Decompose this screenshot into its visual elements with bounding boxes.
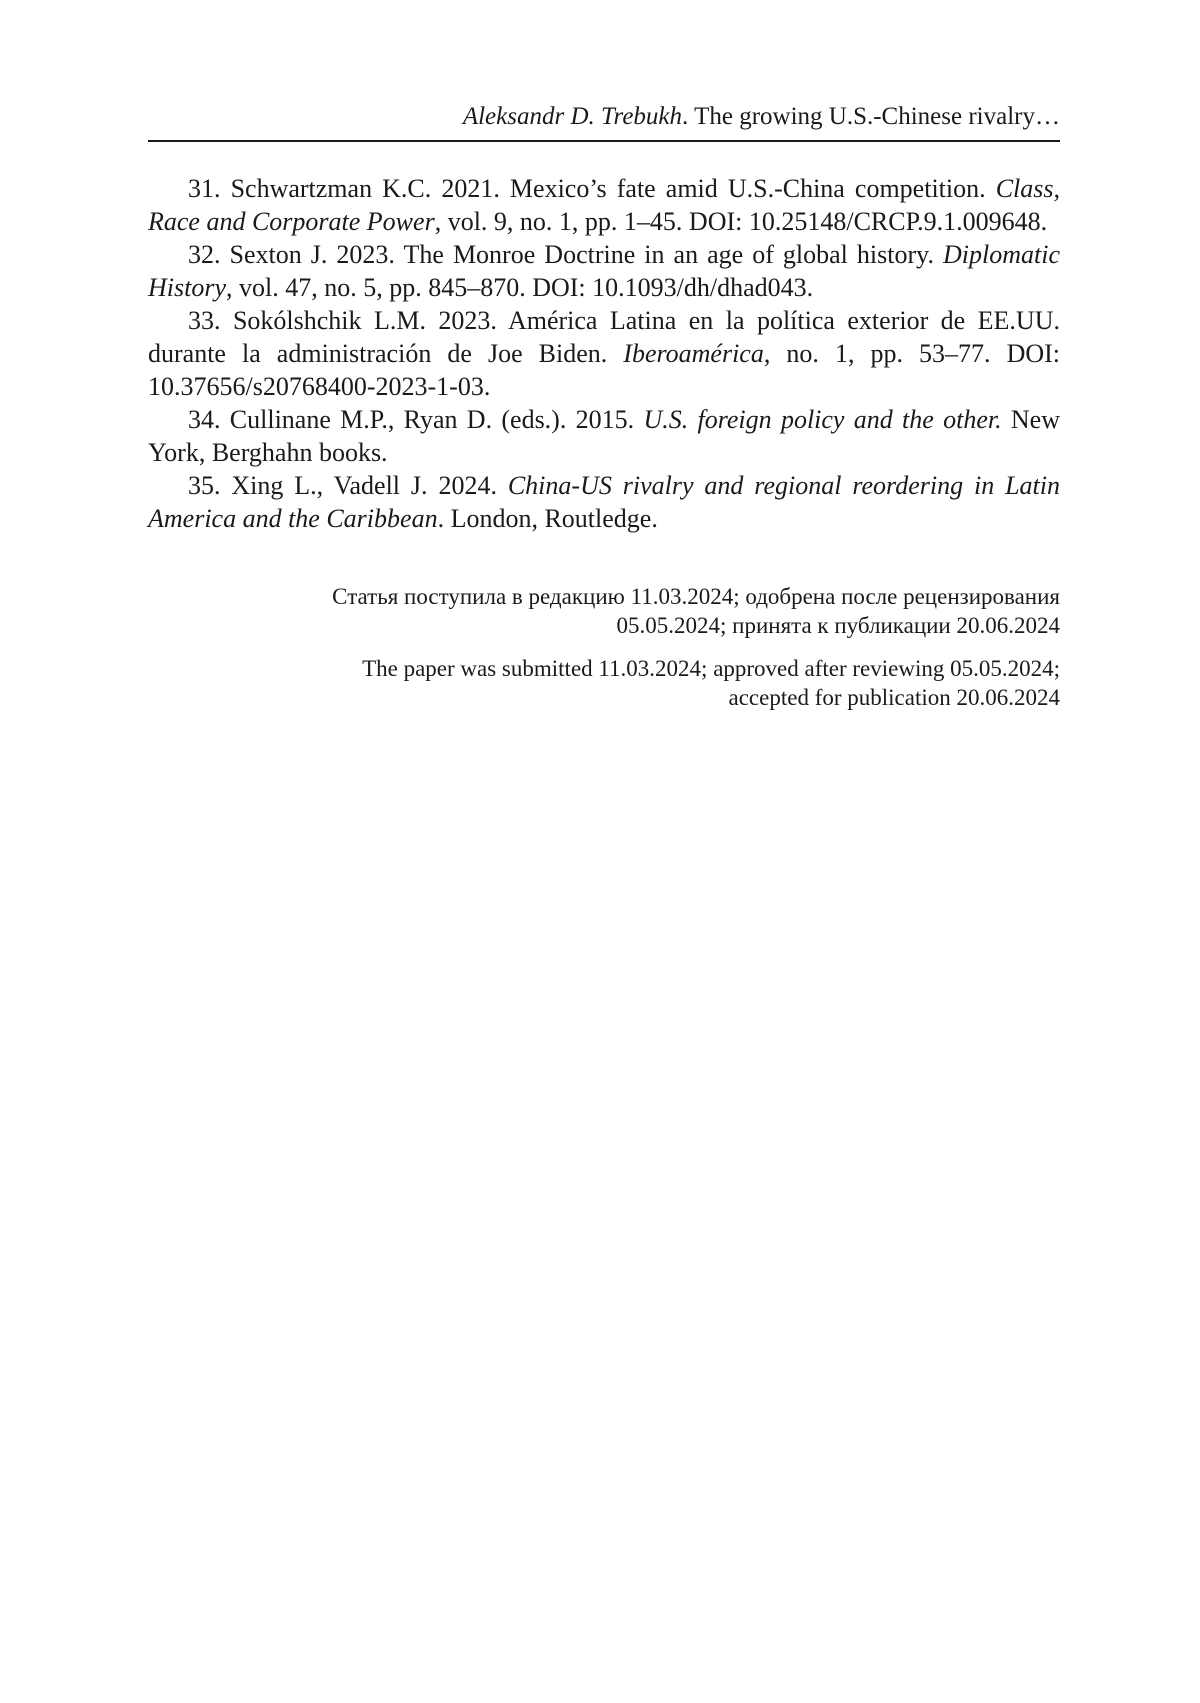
reference-source: Diplomatic History: [148, 240, 1060, 302]
header-rule: [148, 140, 1060, 142]
reference-details: , no. 1, pp. 53–77. DOI: 10.37656/s20768400-2023-1-03.: [148, 339, 1060, 401]
reference-source: Class, Race and Corporate Power: [148, 174, 1060, 236]
header-author: Aleksandr D. Trebukh: [462, 103, 683, 130]
dates-en-line-2: accepted for publication 20.06.2024: [728, 685, 1060, 710]
reference-text: 35. Xing L., Vadell J. 2024.: [188, 471, 508, 500]
dates-ru-line-2: 05.05.2024; принята к публикации 20.06.2024: [616, 613, 1060, 638]
dates-en-line-1: The paper was submitted 11.03.2024; approved after reviewing 05.05.2024;: [362, 656, 1060, 681]
reference-33: [148, 304, 1060, 403]
reference-31: [148, 172, 1060, 238]
article-dates-en: [148, 654, 1060, 712]
article-dates-ru: [148, 582, 1060, 640]
reference-text: 31. Schwartzman K.C. 2021. Mexico’s fate amid U.S.-China competition.: [188, 174, 996, 203]
dates-ru-line-1: Статья поступила в редакцию 11.03.2024; одобрена после рецензирования: [332, 584, 1060, 609]
reference-32: [148, 238, 1060, 304]
reference-details: New York, Berghahn books.: [148, 405, 1060, 467]
reference-text: 33. Sokólshchik L.M. 2023. América Latina en la política exterior de EE.UU. durante la administración de Joe Biden.: [148, 306, 1060, 368]
reference-source: China-US rivalry and regional reordering in Latin America and the Caribbean: [148, 471, 1060, 533]
header-title: . The growing U.S.-Chinese rivalry…: [682, 103, 1060, 130]
running-header: [148, 100, 1060, 134]
reference-list: [148, 172, 1060, 535]
reference-text: 34. Cullinane M.P., Ryan D. (eds.). 2015.: [188, 405, 644, 434]
reference-text: 32. Sexton J. 2023. The Monroe Doctrine in an age of global history.: [188, 240, 943, 269]
reference-34: [148, 403, 1060, 469]
reference-details: . London, Routledge.: [437, 504, 658, 533]
reference-35: [148, 469, 1060, 535]
reference-details: , vol. 47, no. 5, pp. 845–870. DOI: 10.1093/dh/dhad043.: [226, 273, 814, 302]
reference-source: Iberoamérica: [623, 339, 764, 368]
reference-source: U.S. foreign policy and the other.: [643, 405, 1002, 434]
reference-details: , vol. 9, no. 1, pp. 1–45. DOI: 10.25148/CRCP.9.1.009648.: [434, 207, 1048, 236]
